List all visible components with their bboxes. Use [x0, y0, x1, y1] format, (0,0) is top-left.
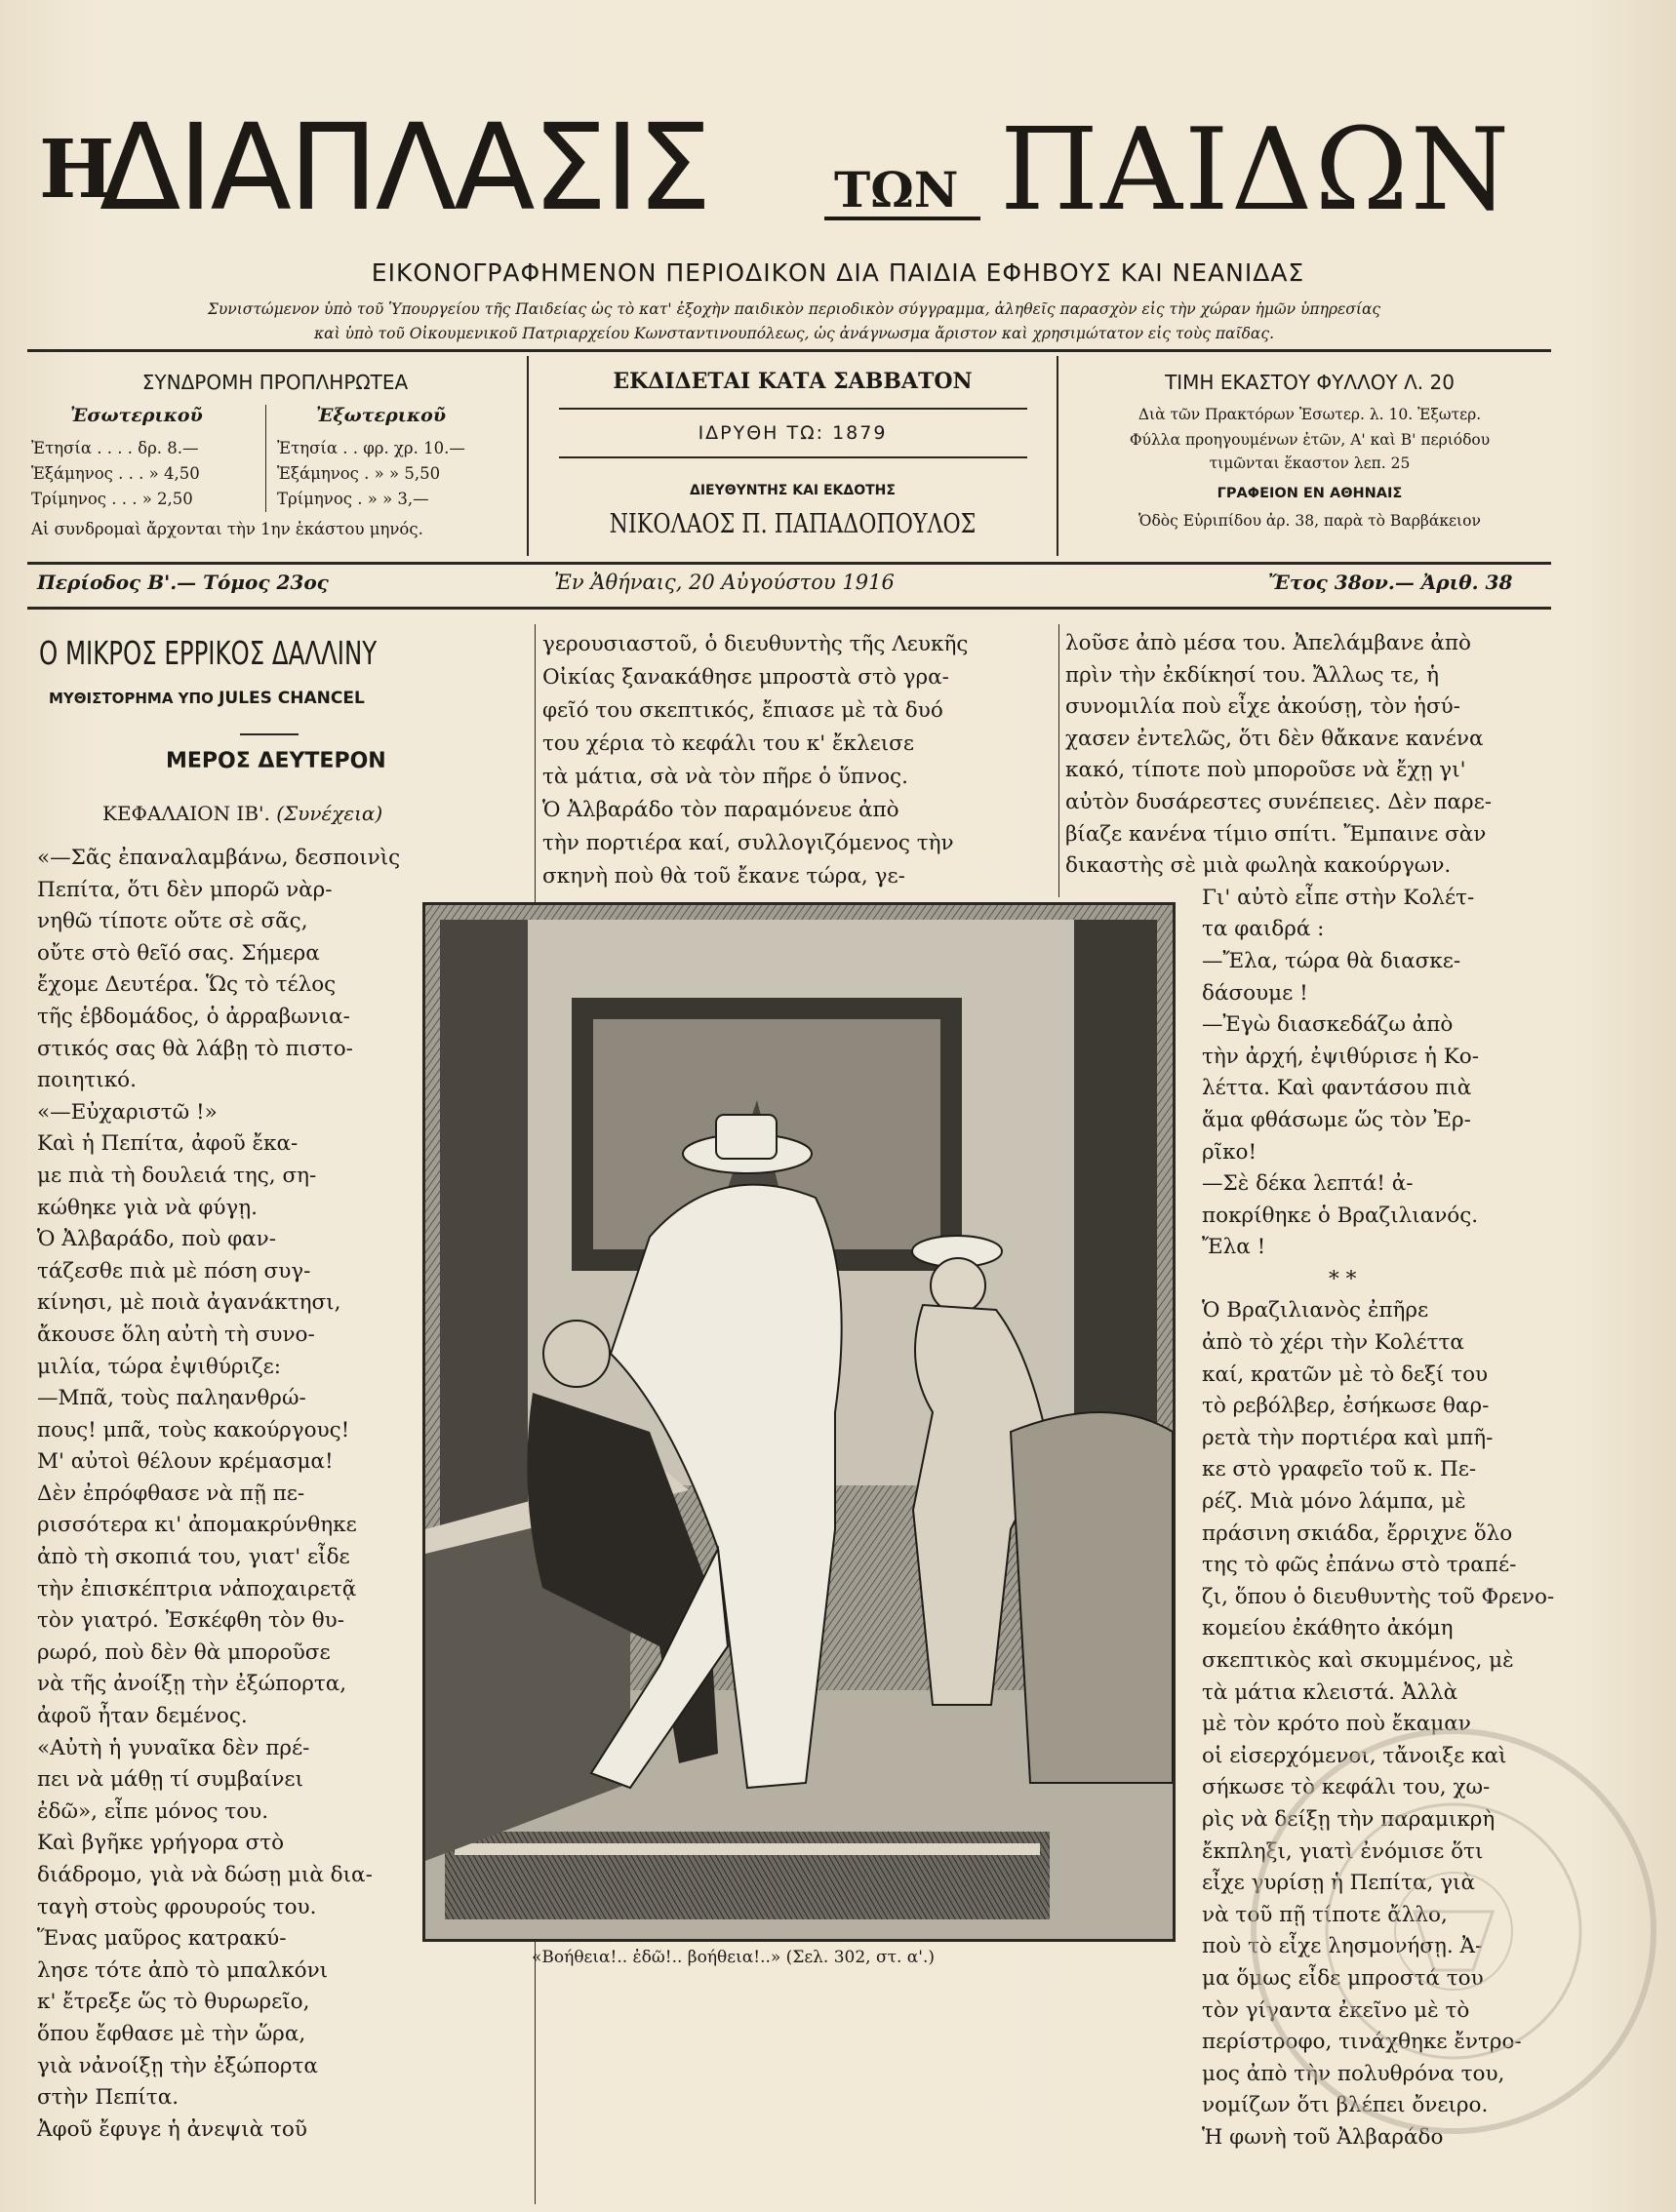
column-3-line: Γι' αὐτὸ εἶπε στὴν Κολέτ-: [1202, 885, 1475, 910]
price-agents: Διὰ τῶν Πρακτόρων Ἐσωτερ. λ. 10. Ἐξωτερ.: [1137, 406, 1482, 423]
column-3-line: Ἡ φωνὴ τοῦ Ἀλβαράδο: [1202, 2124, 1444, 2150]
masthead-of-the: ΤΩΝ: [834, 161, 959, 218]
column-3-line: δικαστὴς σὲ μιὰ φωληὰ κακούργων.: [1065, 853, 1452, 879]
column-1-line: —Μπᾶ, τοὺς παληανθρώ-: [37, 1386, 306, 1411]
column-1-line: Μ' αὐτοὶ θέλουν κρέμασμα!: [37, 1449, 334, 1475]
subscription-note: Αἱ συνδρομαὶ ἄρχονται τὴν 1ην ἑκάστου μηνός.: [31, 520, 423, 538]
column-3-line: ποκρίθηκε ὁ Βραζιλιανός.: [1202, 1203, 1479, 1228]
column-3-line: σήκωσε τὸ κεφάλι του, χω-: [1202, 1775, 1491, 1800]
column-3-line: κε στὸ γραφεῖο τοῦ κ. Πε-: [1202, 1457, 1477, 1482]
editor-label: ΔΙΕΥΘΥΝΤΗΣ ΚΑΙ ΕΚΔΟΤΗΣ: [690, 483, 896, 498]
column-3-line: μος ἀπὸ τὴν πολυθρόνα του,: [1202, 2061, 1505, 2086]
column-2-line: Ὁ Ἀλβαράδο τὸν παραμόνευε ἀπὸ: [542, 798, 899, 822]
domestic-row: Ἑξάμηνος . . . » 4,50: [31, 464, 200, 483]
masthead: [39, 90, 1561, 246]
office-heading: ΓΡΑΦΕΙΟΝ ΕΝ ΑΘΗΝΑΙΣ: [1217, 486, 1403, 501]
column-3-line: της τὸ φῶς ἐπάνω στὸ τραπέ-: [1202, 1553, 1517, 1578]
issue-year-number: Ἔτος 38ον.— Ἀριθ. 38: [1268, 571, 1513, 594]
column-3-line: τὴν ἀρχή, ἐψιθύρισε ἡ Κο-: [1202, 1044, 1479, 1069]
column-1-line: λησε τότε ἀπὸ τὸ μπαλκόνι: [37, 1957, 329, 1983]
column-3-line: συνομιλία ποὺ εἶχε ἀκούσῃ, τὸν ἡσύ-: [1065, 694, 1460, 720]
column-1-line: πους! μπᾶ, τοὺς κακούργους!: [37, 1417, 350, 1442]
foreign-heading: Ἐξωτερικοῦ: [316, 405, 447, 426]
column-1-line: «—Σᾶς ἐπαναλαμβάνω, δεσποινὶς: [37, 846, 401, 870]
story-chapter: [102, 802, 382, 825]
header-rule-mid: [27, 562, 1551, 565]
column-3-line: λοῦσε ἀπὸ μέσα του. Ἀπελάμβανε ἀπὸ: [1065, 631, 1471, 655]
column-2-line: τὰ μάτια, σὰ νὰ τὸν πῆρε ὁ ὕπνος.: [542, 765, 908, 789]
column-3-line: δάσουμε !: [1202, 980, 1308, 1006]
column-3-line: περίστροφο, τινάχθηκε ἔντρο-: [1202, 2030, 1522, 2055]
column-1-line: Ὁ Ἀλβαράδο, ποὺ φαν-: [37, 1227, 277, 1252]
story-illustration: [422, 902, 1176, 1942]
box-divider-left: [527, 356, 529, 556]
column-1-line: «—Εὐχαριστῶ !»: [37, 1099, 218, 1125]
chapter-label: ΚΕΦΑΛΑΙΟΝ ΙΒ'.: [102, 802, 270, 825]
price-heading: ΤΙΜΗ ΕΚΑΣΤΟΥ ΦΥΛΛΟΥ Λ. 20: [1165, 371, 1455, 394]
column-3-line: εἶχε γυρίσῃ ἡ Πεπίτα, γιὰ: [1202, 1871, 1475, 1896]
column-2-line: σκηνὴ ποὺ θὰ τοῦ ἔκανε τώρα, γε-: [542, 864, 905, 889]
column-3-line: νὰ τοῦ πῇ τίποτε ἄλλο,: [1202, 1902, 1448, 1927]
column-1-line: νὰ τῆς ἀνοίξῃ τὴν ἐξώπορτα,: [37, 1672, 347, 1697]
column-1-line: νηθῶ τίποτε οὔτε σὲ σᾶς,: [37, 909, 308, 934]
column-3-line: χασεν ἐντελῶς, ὅτι δὲν θἄκανε κανένα: [1065, 726, 1484, 751]
recommendation-line: καὶ ὑπὸ τοῦ Οἰκουμενικοῦ Πατριαρχείου Κωνσταντινουπόλεως, ὡς ἀνάγνωσμα ἄριστον καὶ χρησιμώτατον εἰς τοὺς παῖδας.: [314, 325, 1274, 342]
column-3-line: —Σὲ δέκα λεπτά! ἀ-: [1202, 1171, 1414, 1197]
column-3-line: πράσινη σκιάδα, ἔρριχνε ὅλο: [1202, 1521, 1513, 1546]
byline-prefix: ΜΥΘΙΣΤΟΡΗΜΑ ΥΠΟ: [49, 690, 214, 707]
foreign-row: Ἑξάμηνος . » » 5,50: [277, 464, 441, 483]
column-1-line: τὴν ἐπισκέπτρια νἀποχαιρετᾷ: [37, 1576, 357, 1601]
column-1-line: ἀφοῦ ἦταν δεμένος.: [37, 1704, 248, 1729]
column-3-line: * *: [1329, 1266, 1357, 1291]
column-3-line: πρὶν τὴν ἐκδίκησί του. Ἄλλως τε, ἡ: [1065, 662, 1439, 688]
publication-box: [532, 361, 1054, 556]
domestic-row: Ἐτησία . . . . δρ. 8.—: [31, 439, 199, 457]
column-1-line: ἔχομε Δευτέρα. Ὥς τὸ τέλος: [37, 972, 337, 998]
column-3-line: οἱ εἰσερχόμενοι, τἄνοιξε καὶ: [1202, 1743, 1507, 1768]
hat-crown: [716, 1115, 777, 1159]
column-2-line: τὴν πορτιέρα καί, συλλογιζόμενος τὴν: [542, 831, 954, 855]
column-divider: [1058, 624, 1059, 897]
column-2-line: γερουσιαστοῦ, ὁ διευθυντὴς τῆς Λευκῆς: [542, 632, 969, 656]
column-3-line: ρέζ. Μιὰ μόνο λάμπα, μὲ: [1202, 1489, 1466, 1515]
column-1-line: κώθηκε γιὰ νὰ φύγῃ.: [37, 1195, 258, 1220]
coletta-head: [931, 1258, 985, 1313]
column-1-line: ρισσότερα κι' ἀπομακρύνθηκε: [37, 1513, 357, 1538]
column-1-line: «Αὐτὴ ἡ γυναῖκα δὲν πρέ-: [37, 1735, 310, 1760]
column-2: [542, 628, 1050, 893]
column-3-line: Ἔλα !: [1202, 1235, 1266, 1260]
masthead-word2: ΠΑΙΔΩΝ: [1000, 104, 1512, 236]
issue-dateline: Ἐν Ἀθήναις, 20 Αὐγούστου 1916: [554, 571, 895, 594]
column-3-line: βίαζε κανένα τίμιο σπίτι. Ἔμπαινε σὰν: [1065, 821, 1487, 847]
editor-name: ΝΙΚΟΛΑΟΣ Π. ΠΑΠΑΔΟΠΟΥΛΟΣ: [609, 509, 977, 539]
column-3-line: αὐτὸν δυσάρεστες συνέπειες. Δὲν παρε-: [1065, 789, 1493, 814]
story-byline: [49, 689, 365, 708]
publication-rule: [559, 456, 1027, 458]
title-dash: [240, 733, 299, 735]
recommendation: [33, 297, 1555, 346]
column-1-line: Δὲν ἐπρόφθασε νὰ πῇ πε-: [37, 1481, 305, 1506]
masthead-word1: ΔΙΑΠΛΑΣΙΣ: [100, 99, 709, 237]
price-back-issues: Φύλλα προηγουμένων ἐτῶν, Α' καὶ Β' περιόδου: [1129, 431, 1491, 449]
illustration-caption: «Βοήθεια!.. ἐδῶ!.. βοήθεια!..» (Σελ. 302, στ. α'.): [532, 1948, 935, 1967]
domestic-heading: Ἐσωτερικοῦ: [70, 405, 203, 426]
foreign-row: Ἐτησία . . φρ. χρ. 10.—: [277, 439, 465, 457]
column-1-line: γιὰ νἀνοίξῃ τὴν ἐξώπορτα: [37, 2053, 318, 2078]
story-part: ΜΕΡΟΣ ΔΕΥΤΕΡΟΝ: [166, 749, 386, 773]
column-3-line: ἅμα φθάσωμε ὥς τὸν Ἐρ-: [1202, 1107, 1471, 1132]
column-3-line: καί, κρατῶν μὲ τὸ δεξί του: [1202, 1362, 1489, 1387]
column-1-line: πει νὰ μάθῃ τί συμβαίνει: [37, 1767, 304, 1793]
continued-label: (Συνέχεια): [276, 802, 383, 825]
masthead-wordmark: [39, 90, 1561, 246]
subtitle: ΕΙΚΟΝΟΓΡΑΦΗΜΕΝΟΝ ΠΕΡΙΟΔΙΚΟΝ ΔΙΑ ΠΑΙΔΙΑ ΕΦΗΒΟΥΣ ΚΑΙ ΝΕΑΝΙΔΑΣ: [371, 258, 1305, 287]
column-2-line: φεῖό του σκεπτικός, ἔπιασε μὲ τὰ δυό: [542, 698, 943, 723]
column-1-line: τῆς ἑβδομάδος, ὁ ἀρραβωνια-: [37, 1004, 350, 1029]
column-3-line: κακό, τίποτε ποὺ μποροῦσε νὰ ἔχῃ γι': [1065, 758, 1466, 783]
column-1-line: Καὶ ἡ Πεπίτα, ἀφοῦ ἔκα-: [37, 1131, 299, 1157]
column-1-line: Καὶ βγῆκε γρήγορα στὸ: [37, 1831, 285, 1856]
column-1-line: Ἕνας μαῦρος κατρακύ-: [37, 1926, 287, 1952]
column-1-line: Ἀφοῦ ἔφυγε ἡ ἀνεψιὰ τοῦ: [37, 2116, 307, 2142]
publication-rule: [559, 408, 1027, 410]
column-3-line: τα φαιδρά :: [1202, 917, 1325, 942]
column-3-line: τὸ ρεβόλβερ, ἐσήκωσε θαρ-: [1202, 1394, 1490, 1419]
column-1-line: ποιητικό.: [37, 1068, 137, 1093]
archive-stamp: [1239, 1717, 1668, 2146]
box-divider-right: [1057, 356, 1058, 556]
column-3-line: τὸν γίγαντα ἐκεῖνο μὲ τὸ: [1202, 1997, 1470, 2023]
column-3-line: ἔκπληξι, γιατὶ ἐνόμισε ὅτι: [1202, 1838, 1484, 1864]
column-3-line: λέττα. Καὶ φαντάσου πιὰ: [1202, 1076, 1472, 1101]
office-address: Ὁδὸς Εὐριπίδου ἀρ. 38, παρὰ τὸ Βαρβάκειον: [1138, 512, 1481, 530]
column-3-line: μὲ τὸν κρότο ποὺ ἔκαμαν: [1202, 1712, 1471, 1737]
column-2-line: του χέρια τὸ κεφάλι του κ' ἔκλεισε: [542, 731, 914, 756]
column-3-line: ἀπὸ τὸ χέρι τὴν Κολέττα: [1202, 1330, 1464, 1356]
column-1-line: στὴν Πεπίτα.: [37, 2085, 180, 2111]
column-3-line: ζι, ὅπου ὁ διευθυντὴς τοῦ Φρενο-: [1202, 1584, 1555, 1609]
subscription-heading: ΣΥΝΔΡΟΜΗ ΠΡΟΠΛΗΡΩΤΕΑ: [141, 371, 409, 394]
column-2-line: Οἰκίας ξανακάθησε μπροστὰ στὸ γρα-: [542, 665, 949, 690]
foreign-row: Τρίμηνος . » » 3,—: [277, 490, 429, 508]
rug-border: [455, 1843, 1040, 1855]
column-1-line: οὔτε στὸ θεῖό σας. Σήμερα: [37, 940, 320, 966]
column-3-line: —Ἐγὼ διασκεδάζω ἀπὸ: [1202, 1012, 1454, 1038]
column-3-line: ρετὰ τὴν πορτιέρα καὶ μπῆ-: [1202, 1425, 1494, 1450]
column-3-line: σκεπτικὸς καὶ σκυμμένος, μὲ: [1202, 1648, 1514, 1673]
price-back-issues: τιμῶνται ἕκαστον λεπ. 25: [1209, 454, 1411, 472]
column-1-line: τὸν γιατρό. Ἐσκέφθη τὸν θυ-: [37, 1608, 345, 1634]
domestic-row: Τρίμηνος . . . » 2,50: [31, 490, 193, 508]
header-rule-bottom: [27, 607, 1551, 610]
column-1-line: Πεπίτα, ὅτι δὲν μπορῶ νὰρ-: [37, 877, 333, 902]
column-1-line: ταγὴ στοὺς φρουρούς του.: [37, 1894, 317, 1919]
column-3-line: ρῖκο!: [1202, 1139, 1257, 1165]
column-1-line: στικός σας θὰ λάβῃ τὸ πιστο-: [37, 1036, 353, 1061]
column-3-line: Ὁ Βραζιλιανὸς ἐπῆρε: [1202, 1298, 1429, 1323]
column-3-line: κομείου ἐκάθητο ἀκόμη: [1202, 1616, 1454, 1641]
masthead-article: Η: [39, 123, 115, 217]
issue-period: Περίοδος Β'.— Τόμος 23ος: [37, 571, 329, 594]
column-1-line: τάζεσθε πιὰ μὲ πόση συγ-: [37, 1258, 311, 1284]
column-1-line: ἄκουσε ὅλη αὐτὴ τὴ συνο-: [37, 1322, 315, 1347]
column-3-line: τὰ μάτια κλειστά. Ἀλλὰ: [1202, 1679, 1458, 1705]
column-3-line: νομίζων ὅτι βλέπει ὄνειρο.: [1202, 2093, 1489, 2118]
column-1-line: ἐδῶ», εἶπε μόνος του.: [37, 1798, 269, 1824]
subscription-divider: [265, 405, 266, 512]
column-1-line: διάδρομο, γιὰ νὰ δώσῃ μιὰ δια-: [37, 1863, 373, 1887]
column-3-line: —Ἔλα, τώρα θὰ διασκε-: [1202, 948, 1461, 973]
column-1-line: μιλία, τώρα ἐψιθύριζε:: [37, 1354, 282, 1379]
column-1-line: κ' ἔτρεξε ὥς τὸ θυρωρεῖο,: [37, 1990, 310, 2015]
founded: ΙΔΡΥΘΗ ΤΩ: 1879: [698, 422, 888, 444]
illustration-drawing: [425, 905, 1173, 1939]
weekly-notice: ΕΚΔΙΔΕΤΑΙ ΚΑΤΑ ΣΑΒΒΑΤΟΝ: [613, 369, 973, 394]
column-3-line: μα ὅμως εἶδε μπροστά του: [1202, 1965, 1484, 1991]
story-title: Ο ΜΙΚΡΟΣ ΕΡΡΙΚΟΣ ΔΑΛΛΙΝΥ: [39, 634, 378, 672]
subscription-box: [31, 361, 519, 556]
column-1-line: κίνησι, μὲ ποιὰ ἀγανάκτησι,: [37, 1290, 341, 1316]
header-rule-top: [27, 349, 1551, 352]
column-1-line: ὅπου ἔφθασε μὲ τὴν ὥρα,: [37, 2021, 306, 2046]
armchair: [1011, 1412, 1173, 1783]
column-1-line: ἀπὸ τὴ σκοπιά του, γιατ' εἶδε: [37, 1545, 350, 1570]
recommendation-line: Συνιστώμενον ὑπὸ τοῦ Ὑπουργείου τῆς Παιδείας ὡς τὸ κατ' ἐξοχὴν παιδικὸν περιοδικὸν σύγγραμμα, ἀληθεῖς παρασχὸν εἰς τὴν χώραν ἡμῶν ὑπηρεσίας: [207, 300, 1381, 318]
seated-man-head: [543, 1321, 610, 1387]
column-1-line: με πιὰ τὴ δουλειά της, ση-: [37, 1163, 317, 1188]
column-3-line: ποὺ τὸ εἶχε λησμονήσῃ. Ἀ-: [1202, 1934, 1483, 1959]
story-author: JULES CHANCEL: [219, 689, 365, 708]
column-3-line: ρὶς νὰ δείξῃ τὴν παραμικρὴ: [1202, 1806, 1496, 1832]
price-box: [1063, 361, 1556, 556]
column-1-line: ρωρό, ποὺ δὲν θὰ μποροῦσε: [37, 1639, 331, 1665]
